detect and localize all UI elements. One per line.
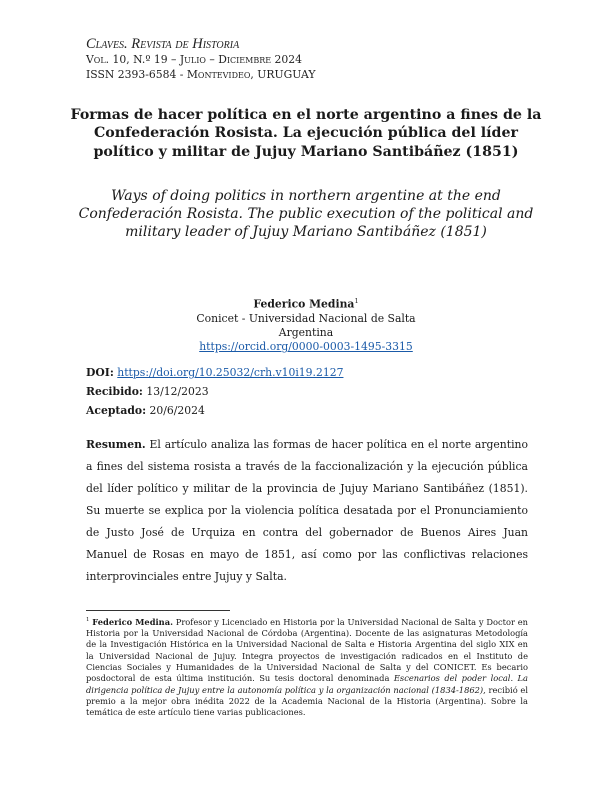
doi-label: DOI: xyxy=(86,366,114,379)
footnote-reference[interactable]: 1 xyxy=(354,297,359,305)
footnote-number: 1 xyxy=(86,617,90,623)
orcid-link[interactable]: https://orcid.org/0000-0003-1495-3315 xyxy=(199,340,413,354)
received-date: 13/12/2023 xyxy=(146,385,209,398)
accepted-date: 20/6/2024 xyxy=(149,404,205,417)
article-meta xyxy=(86,363,343,420)
author-block xyxy=(100,294,512,354)
footnote-author: Federico Medina. xyxy=(92,616,173,627)
footnote-text-a: Profesor y Licenciado en Historia por la Universidad Nacional de Salta y Doctor en Historia por la Universidad Nacional de Córdoba (Argentina). Docente de las asignaturas Metodología de la Investigación Histórica en la Universidad Nacional de Salta e Historia Argentina del siglo XIX en la Universidad Nacional de Jujuy. Integra proyectos de investigación radicados en el Instituto de Ciencias Sociales y Humanidades de la Universidad Nacional de Salta y del CONICET. Es becario posdoctoral de esta última institución. Su tesis doctoral denominada xyxy=(86,616,529,684)
journal-title: Claves. Revista de Historia xyxy=(86,36,240,52)
journal-volume: Vol. 10, N.º 19 – Julio – Diciembre 2024 xyxy=(86,53,302,66)
accepted-line xyxy=(86,401,343,420)
doi-link[interactable]: https://doi.org/10.25032/crh.v10i19.2127 xyxy=(117,366,344,379)
footnote-thesis-title: Escenarios del poder local. La dirigencia política de Jujuy entre la autonomía política y la organización nacional (1834-1862), xyxy=(86,673,528,695)
author-affiliation: Conicet - Universidad Nacional de Salta xyxy=(196,311,416,325)
footnote-divider xyxy=(86,610,230,611)
abstract xyxy=(86,434,528,588)
journal-issn: ISSN 2393-6584 - Montevideo, URUGUAY xyxy=(86,68,316,81)
received-line xyxy=(86,382,343,401)
article-title-english: Ways of doing politics in northern argentine at the end Confederación Rosista. The public execution of the political and military leader of Jujuy Mariano Santibáñez (1851) xyxy=(78,188,534,241)
author-country: Argentina xyxy=(278,326,334,339)
article-title: Formas de hacer política en el norte argentino a fines de la Confederación Rosista. La ejecución pública del líder político y militar de Jujuy Mariano Santibáñez (1851) xyxy=(70,107,542,160)
author-name: Federico Medina xyxy=(253,297,355,311)
doi-line xyxy=(86,363,343,382)
footnote xyxy=(86,615,528,718)
journal-header xyxy=(86,37,315,82)
author-line xyxy=(100,294,512,312)
footnote-text-b: recibió el premio a la mejor obra inédita 2022 de la Academia Nacional de la Historia (Argentina). Sobre la temática de este artículo tiene varias publicaciones. xyxy=(86,684,528,718)
accepted-label: Aceptado: xyxy=(86,404,147,417)
abstract-label: Resumen. xyxy=(86,438,146,451)
received-label: Recibido: xyxy=(86,385,143,398)
abstract-text: El artículo analiza las formas de hacer política en el norte argentino a fines del sistema rosista a través de la faccionalización y la ejecución pública del líder político y militar de la provincia de Jujuy Mariano Santibáñez (1851). Su muerte se explica por la violencia política desatada por el Pronunciamiento de Justo José de Urquiza en contra del gobernador de Buenos Aires Juan Manuel de Rosas en mayo de 1851, así como por las conflictivas relaciones interprovinciales entre Jujuy y Salta. xyxy=(86,438,529,583)
